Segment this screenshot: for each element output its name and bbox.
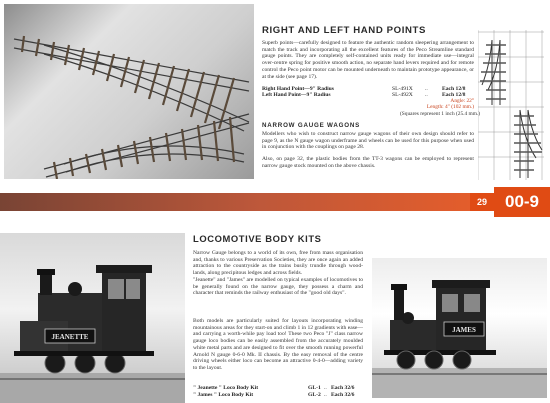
loco-text-3: Both models are particularly suited for layouts incorporating winding mountainous areas for they start-on and climb 1 in 12 gradients with ease—and carrying a worth-while pay load too! These two Peco "J" class narrow gauge loco bodies can be easily assembled from the accurately moulded white metal parts and are designed to fit over the smooth running powerful Arnold N gauge 0-6-0 Mk. II chassis. By the easy removal of the centre driving wheels either loco can become an attractive 0-4-0—adding variety to the layout.: [193, 318, 363, 371]
james-nameplate: JAMES: [452, 326, 476, 334]
section-divider-band: [0, 193, 470, 211]
spec-angle: Angle: 22°: [450, 98, 474, 104]
loco-text-2: "Jeanette" and "James" are modelled on typical examples of locomotives to be generally found on the narrow gauge, they possess a charm and character that reminds the railway enthusiast of the "good old days".: [193, 277, 363, 297]
item-name: Left Hand Point—9" Radius: [262, 92, 331, 98]
page-number: 29: [470, 193, 494, 211]
item-code: GL-1: [308, 385, 321, 391]
item-dots: ..: [324, 392, 327, 398]
item-code: SL-491X: [392, 86, 413, 92]
item-price: Each 32/6: [331, 385, 355, 391]
loco-text-1: Narrow Gauge belongs to a world of its own, free from mass organisation and, thanks to various Preservation Societies, they are once again an added attraction to the countryside as the trains busily trundle through wood-lands, along precipitous ledges and across fields.: [193, 250, 363, 277]
narrow-gauge-text-1: Modellers who wish to construct narrow gauge wagons of their own design should refer to page 9, as the N gauge wagon underframe and wheels can be used for this purpose when used in conjunction with the couplings on page 28.: [262, 131, 474, 151]
item-dots: ..: [425, 92, 428, 98]
item-dots: ..: [425, 86, 428, 92]
points-heading: RIGHT AND LEFT HAND POINTS: [262, 25, 426, 36]
item-price: Each 12/8: [442, 92, 466, 98]
james-loco-photo: [372, 258, 547, 398]
jeanette-loco-photo: [0, 233, 185, 403]
item-name: " James " Loco Body Kit: [193, 392, 254, 398]
narrow-gauge-text-2: Also, on page 32, the plastic bodies from the TT-3 wagons can be employed to represent narrow gauge stock mounted on the above chassis.: [262, 156, 474, 169]
scale-tab: 00-9: [494, 187, 550, 217]
jeanette-nameplate: JEANETTE: [51, 333, 89, 341]
squares-note: (Squares represent 1 inch (25.4 mm.): [400, 110, 481, 117]
points-photo: [4, 4, 254, 179]
item-name: " Jeanette " Loco Body Kit: [193, 385, 259, 391]
item-price: Each 12/8: [442, 86, 466, 92]
points-description: Superb points—carefully designed to feature the authentic random sleepering arrangement to match the track and incorporating all the excellent features of the Peco Streamline standard gauge points. They are completely self-contained units ready for immediate use—integral over-centre spring for positive smooth action, no separate hand levers required and for remote control the Peco point motor can be mounted underneath to maintain prototype appearance, or at the side (see page 17).: [262, 40, 474, 80]
narrow-gauge-heading: NARROW GAUGE WAGONS: [262, 122, 361, 129]
item-code: GL-2: [308, 392, 321, 398]
item-code: SL-492X: [392, 92, 413, 98]
item-price: Each 32/6: [331, 392, 355, 398]
item-dots: ..: [324, 385, 327, 391]
loco-kits-heading: LOCOMOTIVE BODY KITS: [193, 233, 322, 244]
point-specs: [400, 98, 481, 117]
spec-length: Length: 4" (102 mm.): [426, 104, 474, 111]
point-diagram: [478, 30, 544, 180]
item-name: Right Hand Point—9" Radius: [262, 86, 334, 92]
